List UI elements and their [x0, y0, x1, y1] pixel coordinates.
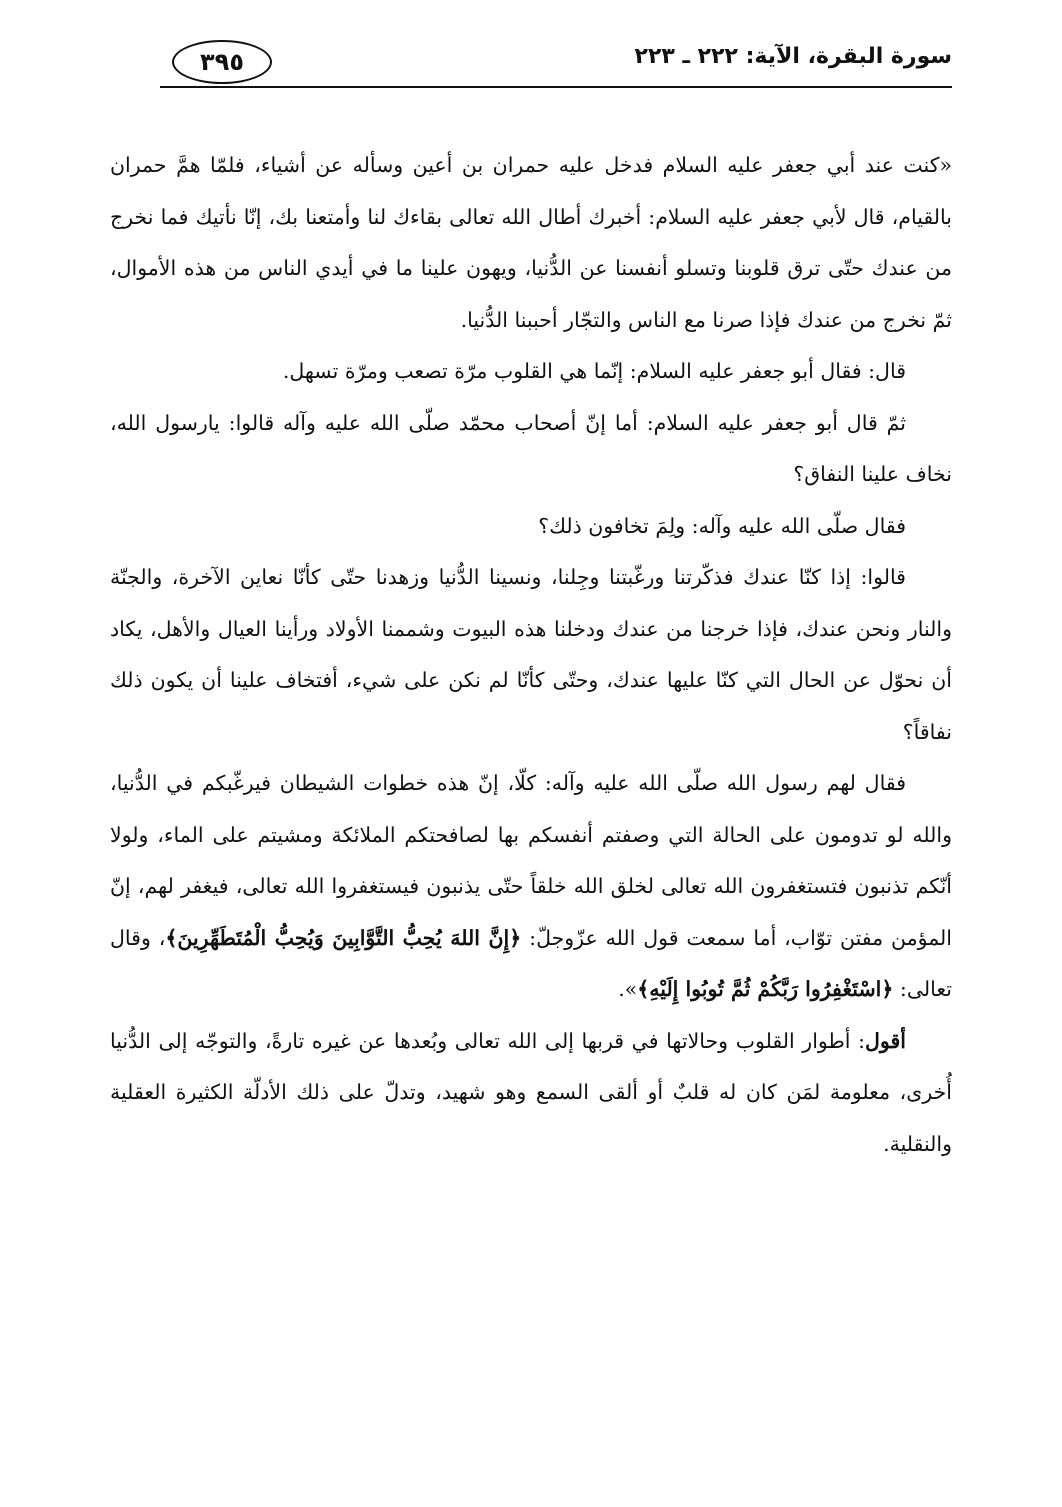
page-header — [160, 36, 952, 96]
paragraph-companions-question: ثمّ قال أبو جعفر عليه السلام: أما إنّ أصحاب محمّد صلّى الله عليه وآله قالوا: يارسول الله، نخاف علينا النفاق؟ — [110, 410, 952, 486]
running-title: سورة البقرة، الآية: ٢٢٢ ـ ٢٢٣ — [634, 44, 952, 69]
body-text — [110, 140, 952, 1170]
page-number: ٣٩٥ — [172, 40, 272, 84]
paragraph-hadith-opening: «كنت عند أبي جعفر عليه السلام فدخل عليه حمران بن أعين وسأله عن أشياء، فلمّا همَّ حمران بالقيام، قال لأبي جعفر عليه السلام: أخبرك أطال الله تعالى بقاءك لنا وأمتعنا بك، إنّا نأتيك فما نخرج من عندك حتّى ترق قلوبنا وتسلو أنفسنا عن الدُّنيا، ويهون علينا ما في أيدي الناس من هذه الأموال، ثمّ نخرج من عندك فإذا صرنا مع الناس والتجّار أحببنا الدُّنيا. — [110, 153, 952, 332]
header-rule — [160, 86, 952, 88]
paragraph-prophet-question: فقال صلّى الله عليه وآله: ولِمَ تخافون ذلك؟ — [538, 513, 906, 538]
quran-verse-2: ﴿اسْتَغْفِرُوا رَبَّكُمْ ثُمَّ تُوبُوا إِلَيْهِ﴾ — [637, 977, 894, 1001]
author-comment-label: أقول — [865, 1028, 906, 1053]
paragraph-companions-answer: قالوا: إذا كنّا عندك فذكّرتنا ورغّبتنا وجِلنا، ونسينا الدُّنيا وزهدنا حتّى كأنّا نعاين الآخرة، والجنّة والنار ونحن عندك، فإذا خرجنا من عندك ودخلنا هذه البيوت وشممنا الأولاد ورأينا العيال والأهل، يكاد أن نحوّل عن الحال التي كنّا عليها عندك، وحتّى كأنّا لم نكن على شيء، أفتخاف علينا أن يكون ذلك نفاقاً؟ — [110, 565, 952, 744]
prophet-answer-mid: ، وقال تعالى: — [110, 925, 952, 1001]
paragraph-author-comment — [110, 1016, 952, 1171]
prophet-answer-text: فقال لهم رسول الله صلّى الله عليه وآله: كلّا، إنّ هذه خطوات الشيطان فيرغّبكم في الدُّنيا، والله لو تدومون على الحالة التي وصفتم أنفسكم بها لصافحتكم الملائكة ومشيتم على الماء، ولولا أنّكم تذنبون فتستغفرون الله تعالى لخلق الله خلقاً حتّى يذنبون فيستغفروا الله تعالى، فيغفر لهم، إنّ المؤمن مفتن توّاب، أما سمعت قول الله عزّوجلّ: — [110, 771, 952, 950]
author-comment-text: : أطوار القلوب وحالاتها في قربها إلى الله تعالى وبُعدها عن غيره تارةً، والتوجّه إلى الدُّنيا أُخرى، معلومة لمَن كان له قلبٌ أو ألقى السمع وهو شهيد، وتدلّ على ذلك الأدلّة الكثيرة العقلية والنقلية. — [110, 1028, 952, 1156]
paragraph-abu-jafar-reply: قال: فقال أبو جعفر عليه السلام: إنّما هي القلوب مرّة تصعب ومرّة تسهل. — [282, 359, 906, 383]
paragraph-prophet-answer — [110, 758, 952, 1016]
quran-verse-1: ﴿إِنَّ اللهَ يُحِبُّ التَّوَّابِينَ وَيُحِبُّ الْمُتَطَهِّرِينَ﴾ — [165, 925, 522, 950]
prophet-answer-end: ». — [618, 977, 638, 1001]
